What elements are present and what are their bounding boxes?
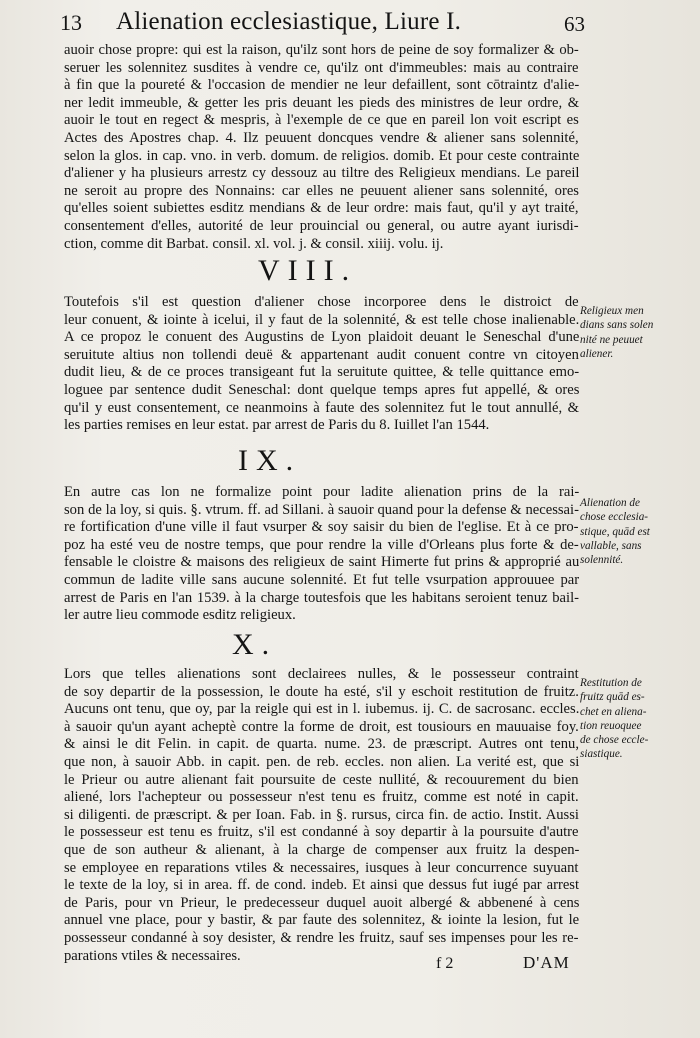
section-heading-viii: VIII. <box>258 254 358 287</box>
text-line: que non, à sauoir Abb. in capit. pen. de reb. eccles. non alien. La verité est, que si <box>64 753 579 770</box>
signature-mark: f 2 <box>436 955 454 972</box>
margin-note-alienation: Alienation de chose ecclesia- stique, quād est vallable, sans solennité. <box>580 497 650 567</box>
text-line: ler autre lieu commode esditz religieux. <box>64 607 296 624</box>
text-line: le possesseur est tenu es fruitz, s'il est condanné à soy departir à la poursuite d'autre <box>64 824 579 841</box>
text-line: Toutefois s'il est question d'aliener chose incorporee dens le distroict de <box>64 294 579 310</box>
text-line: à sauoir qu'un ayant acheptè contre la forme de droit, est tousiours en mauuaise foy. <box>64 718 579 735</box>
text-line: ction, comme dit Barbat. consil. xl. vol. j. & consil. xiiij. volu. ij. <box>64 235 444 252</box>
text-line: loguee par sentence dudit Seneschal: dont quelque temps apres fut appellé, & ores <box>64 381 579 398</box>
text-line: le Prieur ou autre alienant fait poursuite de ceste nullité, & recouurement du bien <box>64 771 579 788</box>
text-line: En autre cas lon ne formalize point pour ladite alienation prins de la rai- <box>64 484 579 500</box>
text-line: dudit lieu, & de ce proces transigeant fut la seruitute quittee, & telle quittance emo- <box>64 364 579 381</box>
text-line: re fortification d'une ville il faut vsurper & soy saisir du bien de l'eglise. Et à ce pro- <box>64 519 579 536</box>
text-line: fensable le cloistre & maisons des religieux de saint Himerte fut prins & approprié au <box>64 554 579 571</box>
text-line: le texte de la loy, si in area. ff. de cond. indeb. Et ainsi que dessus fut iugé par arrest <box>64 877 579 894</box>
text-line: & ainsi le dit Felin. in capit. de quarta. nume. 23. de præscript. Autres ont tenu, <box>64 736 579 753</box>
text-line: auoir chose propre: qui est la raison, qu'ilz sont hors de peine de soy formalizer & ob- <box>64 42 579 58</box>
text-line: de Paris, pour vn Prieur, le predecesseur duquel auoit albergé & abbenené à cens <box>64 894 579 911</box>
text-line: Aucuns ont tenu, que oy, par la reigle qui est in l. iubemus. ij. C. de sacrosanc. eccles. <box>64 701 579 718</box>
text-line: aliené, lors l'achepteur ou possesseur n'est tenu es fruitz, comme est noté in capit. <box>64 789 579 806</box>
text-line: qu'il y eust consentement, ce neanmoins à faute des solennitez fut le tout annullé, & <box>64 399 579 416</box>
text-line: ner ledit immeuble, & getter les pris deuant les pieds des ministres de leur ordre, & <box>64 94 579 111</box>
text-line: les parties remises en leur estat. par arrest de Paris du 8. Iuillet l'an 1544. <box>64 417 490 434</box>
section-x-paragraph <box>64 666 579 965</box>
text-line: poz ha esté veu de nostre temps, que pour rendre la ville d'Orleans plus forte & de- <box>64 536 579 553</box>
text-line: selon la glos. in cap. vno. in verb. domum. de religios. domib. Et pour ceste contrainte <box>64 147 579 164</box>
text-line: à fin que la poureté & l'occasion de mendier ne leur defaillent, sont cōtraintz d'alie- <box>64 77 579 94</box>
margin-note-restitution: Restitution de fruitz quād es- chet en aliena- tion reuoquee de chose eccle- siastique. <box>580 677 649 761</box>
text-line: seruitute altius non tollendi deuë & appartenant audit conuent contre vn citoyen <box>64 346 579 363</box>
intro-paragraph <box>64 42 579 253</box>
text-line: de soy departir de la possession, le doute ha esté, s'il y eschoit restitution de fruitz. <box>64 683 579 700</box>
text-line: leur conuent, & iointe à icelui, il y faut de la solennité, & est telle chose inalienable. <box>64 311 579 328</box>
margin-note-religieux: Religieux men dians sans solen nité ne peuuet aliener. <box>580 305 654 360</box>
text-line: que de son autheur & alienant, à la charge de compenser aux fruitz la despen- <box>64 841 579 858</box>
text-line: A ce propoz le conuent des Augustins de Lyon plaidoit deuant le Seneschal d'une <box>64 329 579 346</box>
section-viii-paragraph <box>64 294 579 435</box>
text-line: Lors que telles alienations sont declairees nulles, & le possesseur contraint <box>64 666 579 682</box>
catchword: D'AM <box>523 953 570 972</box>
text-line: auoir le tout en regect & mespris, à l'exemple de ce que en pareil lon voit escript es <box>64 112 579 129</box>
text-line: qu'elles soient subiettes esditz mendians & de leur ordre: mais faut, qu'il y ayt traité, <box>64 200 579 217</box>
text-line: possesseur condanné à soy desister, & rendre les fruitz, sauf ses impenses pour les re- <box>64 929 579 946</box>
section-ix-paragraph <box>64 484 579 625</box>
text-line: consentement d'elles, autorité de leur prouincial ou general, ou autre ayant iurisdi- <box>64 217 579 234</box>
text-line: son de la loy, si quis. §. vtrum. ff. ad Sillani. à sauoir quand pour la defense & necessai- <box>64 501 579 518</box>
text-line: commun de ladite ville sans aucune solennité. Et fut telle vsurpation approuuee par <box>64 571 579 588</box>
text-line: si diligenti. de præscript. & per Ioan. Fab. in §. rursus, circa fin. de actio. Instit. Aussi <box>64 806 579 823</box>
section-heading-x: X. <box>232 628 278 661</box>
text-line: d'aliener y ha plusieurs arrestz cy dessouz au tiltre des Religieux mendians. Le pareil <box>64 165 579 182</box>
text-line: parations vtiles & necessaires. <box>64 947 241 964</box>
text-line: annuel vne place, pour y bastir, & par faute des solennitez, & iointe la lesion, fut le <box>64 912 579 929</box>
text-line: ne seroit au propre des Nonnains: car elles ne peuuent aliener sans solennité, ores <box>64 182 579 199</box>
running-title: Alienation ecclesiastique, Liure I. <box>116 8 462 35</box>
folio-left: 13 <box>60 10 82 35</box>
text-line: seruer les solennitez susdites à vendre ce, qu'ilz ont d'immeubles: mais au contraire <box>64 59 579 76</box>
text-line: se employee en reparations vtiles & necessaires, iusques à leur concurrence suyuant <box>64 859 579 876</box>
page-header <box>60 6 600 40</box>
text-line: Actes des Apostres chap. 4. Ilz peuuent doncques vendre & aliener sans solennité, <box>64 129 579 146</box>
text-line: arrest de Paris en l'an 1539. à la charge toutesfois que les habitans seroient tenuz bail- <box>64 589 579 606</box>
section-heading-ix: IX. <box>238 444 302 477</box>
folio-right: 63 <box>564 12 585 36</box>
